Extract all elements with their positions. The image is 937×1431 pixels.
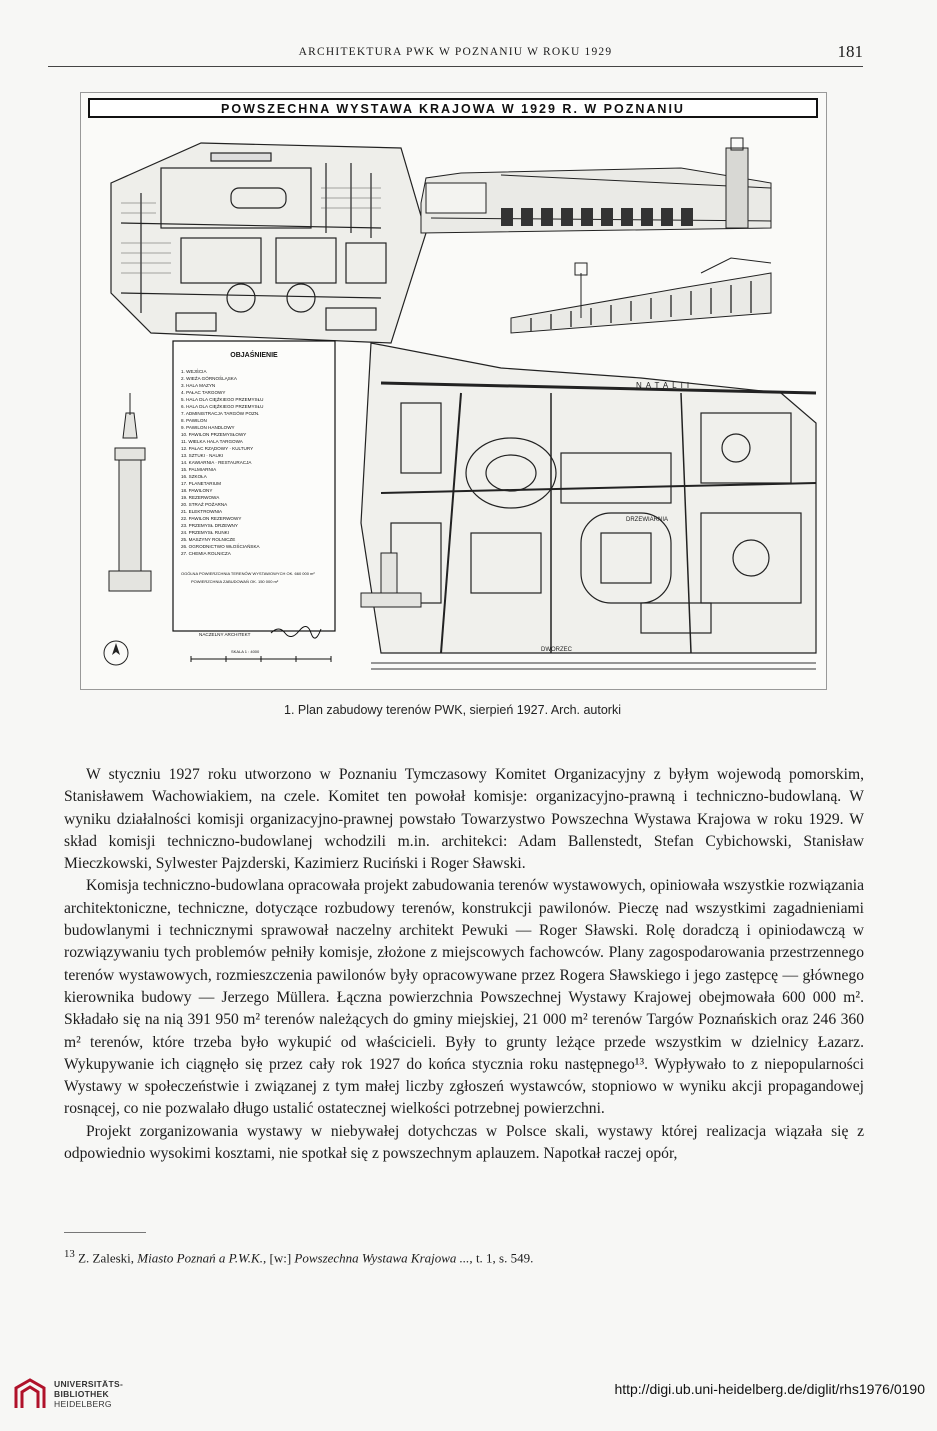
footnote-author: Z. Zaleski, [78, 1250, 135, 1266]
legend-item: 7. ADMINISTRACJA TARGÓW POZN. [181, 411, 260, 416]
colonnade-sketch [511, 258, 771, 333]
legend-item: 3. HALA MAZYN [181, 383, 216, 388]
library-line-3: HEIDELBERG [54, 1399, 112, 1409]
legend-item: 23. PRZEMYSŁ DRZEWNY [181, 523, 238, 528]
banner-title: POWSZECHNA WYSTAWA KRAJOWA W 1929 R. W POZNANIU [221, 102, 685, 116]
running-head [48, 44, 863, 67]
figure-caption: 1. Plan zabudowy terenów PWK, sierpień 1927. Arch. autorki [284, 703, 621, 717]
legend-area: OGÓLNA POWIERZCHNIA TERENÓW WYSTAWOWYCH OK. 660 000 m² [181, 571, 315, 576]
footnote-rule [64, 1232, 146, 1233]
legend-item: 25. MASZYNY ROLNICZE [181, 537, 236, 542]
legend-item: 2. WIEŻA GÓRNOŚLĄSKA [181, 376, 237, 381]
footnote-title: Miasto Poznań a P.W.K., [137, 1250, 267, 1266]
scale-bar [191, 656, 331, 662]
library-logo-icon [12, 1376, 48, 1412]
library-name [54, 1379, 123, 1409]
legend-item: 21. ELEKTROWNIA [181, 509, 223, 514]
hall-sketch [421, 138, 771, 233]
tower-sketch [109, 393, 151, 591]
legend-item: 15. PALMIARNIA [181, 467, 217, 472]
library-line-1: UNIVERSITÄTS- [54, 1379, 124, 1389]
legend-item: 22. PAWILON REZERWOWY [181, 516, 242, 521]
running-title: ARCHITEKTURA PWK W POZNANIU W ROKU 1929 [298, 46, 613, 58]
legend-item: 1. WEJŚCIA [181, 369, 207, 374]
legend-item: 4. PAŁAC TARGOWY [181, 390, 226, 395]
paragraph: Komisja techniczno-budowlana opracowała projekt zabudowania terenów wystawowych, opiniowała wszystkie rozwiązania architektoniczne, techniczne, dotyczące rozbudowy terenów, konstrukcji pawilonów. Pieczę nad wszystkimi zagadnieniami budowlanymi i technicznymi sprawował naczelny architekt Pewuki — Roger Sławski. Rolę doradczą i opiniodawczą w rozwiązywaniu tych problemów pełniły komisje, złożone z miejscowych fachowców. Plany zagospodarowania przestrzennego terenów wystawowych, rozmieszczenia pawilonów były opracowywane przez Rogera Sławskiego i jego zastępcę — głównego kierownika budowy — Jerzego Müllera. Łączna powierzchnia Powszechnej Wystawy Krajowej obejmowała 600 000 m². Składało się na nią 391 950 m² terenów należących do gminy miejskiej, 21 000 m² terenów Targów Poznańskich oraz 246 360 m² terenów, które trzeba było wykupić od właścicieli. Były to grunty leżące przede wszystkim w dzielnicy Łazarz. Wykupywanie ich ciągnęło się przez cały rok 1927 do końca stycznia roku następnego¹³. Wypływało to z niepopularności Wystawy w społeczeństwie i związanej z tym małej liczby zgłoszeń wystawców, stopniowo w wyniku akcji propagandowej rosnącej, co nie pozwalało długo ustalić ostatecznej wielkości potrzebnej powierzchni. [64, 877, 864, 1118]
legend-item: 10. PAWILON PRZEMYSŁOWY [181, 432, 247, 437]
exhibition-plan-drawing [81, 93, 826, 689]
footnote-mark: 13 [64, 1248, 75, 1260]
paragraph: W styczniu 1927 roku utworzono w Poznaniu Tymczasowy Komitet Organizacyjny z byłym wojewodą pomorskim, Stanisławem Wachowiakiem, na czele. Komitet ten powołał komisje: organizacyjno-prawną i techniczno-budowlaną. W wyniku działalności komisji organizacyjno-prawnej powstało Towarzystwo Powszechna Wystawa Krajowa w roku 1929. W skład komisji techniczno-budowlanej wchodzili m.in. architekci: Adam Ballenstedt, Stefan Cybichowski, Stanisław Mieczkowski, Sylwester Pajzderski, Kazimierz Ruciński i Roger Sławski. [64, 766, 864, 873]
legend-title: OBJAŚNIENIE [230, 352, 278, 359]
legend-item: 13. SZTUKI · NAUKI [181, 453, 224, 458]
street-label: NATALII [636, 381, 694, 390]
legend-item: 24. PRZEMYSŁ RUNKI [181, 530, 229, 535]
paragraph: Projekt zorganizowania wystawy w niebywałej dotychczas w Polsce skali, wystawy której realizacja wiązała się z odpowiednio wysokimi kosztami, nie spotkał się z powszechnym aplauzem. Napotkał raczej opór, [64, 1122, 864, 1163]
source-url[interactable]: http://digi.ub.uni-heidelberg.de/diglit/rhs1976/0190 [614, 1381, 925, 1397]
drzewiarnia-label: DRZEWIARNIA [626, 517, 668, 523]
railway-line [371, 663, 816, 669]
footnote-rest: t. 1, s. 549. [475, 1250, 534, 1266]
legend-item: 6. HALA DLA CIĘŻKIEGO PRZEMYSŁU [181, 404, 264, 409]
library-line-2: BIBLIOTHEK [54, 1389, 109, 1399]
legend-item: 19. REZERWOWA [181, 495, 220, 500]
legend-item: 9. PAWILON HANDLOWY [181, 425, 235, 430]
legend-item: 11. WIELKA HALA TARGOWA [181, 439, 243, 444]
legend-item: 5. HALA DLA CIĘŻKIEGO PRZEMYSŁU [181, 397, 264, 402]
arrow-icon [112, 643, 120, 655]
body-text [64, 764, 864, 1165]
footnote [64, 1248, 864, 1266]
legend-item: 26. OGRODNICTWO WŁOŚCIAŃSKA [181, 544, 260, 549]
legend-item: 20. STRAŻ POŻARNA [181, 502, 228, 507]
town-plan [361, 343, 816, 653]
legend-item: 14. KAWIARNIA · RESTAURACJA [181, 460, 252, 465]
legend-item: 17. PLANETARIUM [181, 481, 221, 486]
page-footer [0, 1370, 937, 1431]
dworzec-label: DWORZEC [541, 647, 572, 653]
legend-item: 27. CHEMIA ROLNICZA [181, 551, 231, 556]
legend-area-built: POWIERZCHNIA ZABUDOWAŃ OK. 150 000 m² [191, 579, 279, 584]
legend-item: 12. PAŁAC RZĄDOWY · KULTURY [181, 446, 254, 451]
scale-label: SKALA 1 : 4000 [231, 649, 260, 654]
footnote-in: [w:] [269, 1250, 292, 1266]
legend-item: 18. PAWILONY [181, 488, 213, 493]
exhibition-plan-figure [80, 92, 827, 690]
legend-item: 8. PAWILON [181, 418, 207, 423]
page-number: 181 [837, 42, 863, 61]
architect-label: NACZELNY ARCHITEKT [199, 632, 251, 637]
legend-item: 16. SZKOŁA [181, 474, 207, 479]
footnote-source: Powszechna Wystawa Krajowa ..., [294, 1250, 473, 1266]
